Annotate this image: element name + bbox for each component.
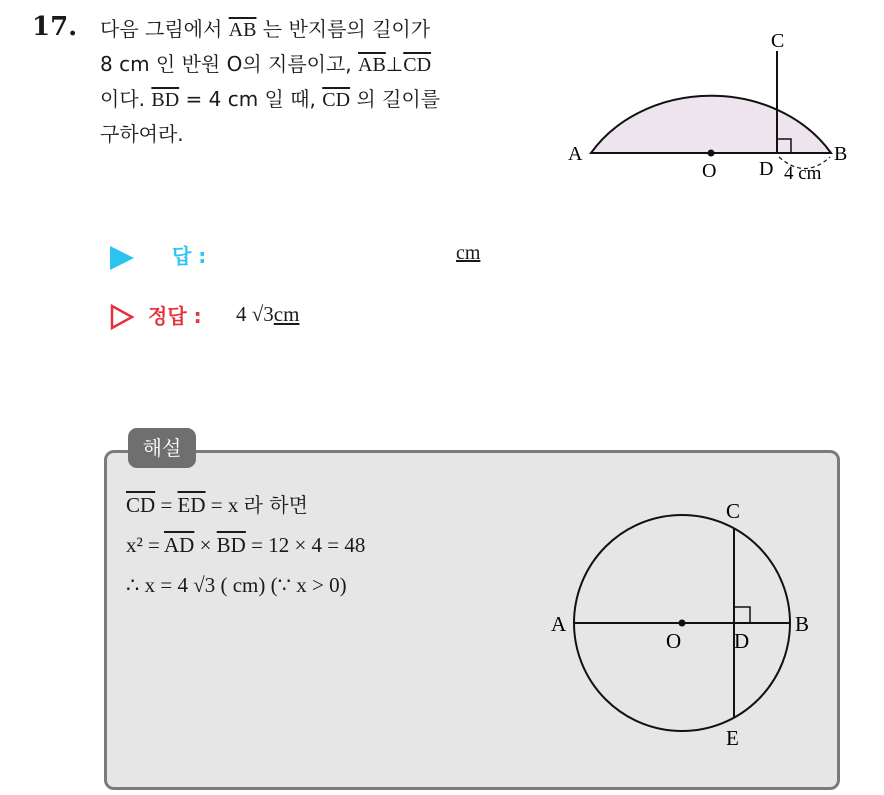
perp-symbol: ⊥ (385, 52, 404, 76)
label-b: B (795, 612, 810, 636)
answer-unit: cm (456, 242, 481, 264)
correct-value-number: 4 √3 (236, 302, 274, 326)
segment-ed: $\overline{ED}$ (177, 493, 206, 517)
q-text-fragment: 다음 그림에서 (100, 17, 229, 41)
sol-fragment: = (155, 493, 178, 517)
segment-cd: $\overline{CD}$ (403, 54, 432, 76)
explanation-text (126, 485, 365, 605)
sol-fragment: x² = (126, 533, 164, 557)
segment-cd: $\overline{CD}$ (126, 493, 156, 517)
play-triangle-icon (110, 246, 134, 270)
label-c: C (726, 499, 741, 523)
segment-ad: $\overline{AD}$ (163, 533, 195, 557)
answer-label: 답 : (172, 244, 207, 268)
label-4cm: 4 cm (784, 163, 822, 184)
semicircle-shape (591, 96, 831, 153)
segment-bd: $\overline{BD}$ (151, 89, 180, 111)
sol-fragment: × (194, 533, 217, 557)
sol-conclusion: ∴ x = 4 √3 ( cm) (∵ x > 0) (126, 573, 347, 597)
label-d: D (734, 629, 750, 653)
q-text-fragment: 8 cm 인 반원 O의 지름이고, (100, 52, 359, 76)
outline-triangle-icon (110, 304, 136, 330)
segment-ab: $\overline{AB}$ (358, 54, 386, 76)
q-text-fragment: 는 반지름의 길이가 (256, 17, 431, 41)
segment-cd: $\overline{CD}$ (322, 89, 351, 111)
sol-fragment: = x (205, 493, 244, 517)
center-point (679, 620, 686, 627)
q-text-fragment: 구하여라. (100, 122, 184, 146)
label-o: O (702, 160, 717, 182)
semicircle-figure (560, 20, 850, 190)
sol-fragment: 라 하면 (243, 493, 308, 517)
question-number: 17. (32, 12, 78, 42)
label-e: E (726, 726, 739, 750)
segment-ab: $\overline{AB}$ (228, 19, 257, 41)
q-text-fragment: = 4 cm 일 때, (179, 87, 323, 111)
circle-figure (545, 495, 835, 755)
explanation-tag: 해설 (128, 428, 196, 468)
question-text (100, 12, 550, 151)
q-text-fragment: 의 길이를 (350, 87, 441, 111)
sol-fragment: = 12 × 4 = 48 (245, 533, 366, 557)
q-text-fragment: 이다. (100, 87, 152, 111)
label-c: C (771, 30, 785, 52)
label-d: D (759, 158, 774, 180)
right-angle-mark (734, 607, 750, 623)
answer-row (110, 240, 510, 274)
correct-label: 정답 : (148, 304, 202, 328)
center-point (708, 150, 715, 157)
correct-value (236, 302, 299, 327)
correct-value-unit: cm (273, 302, 300, 326)
label-a: A (568, 143, 583, 165)
segment-bd: $\overline{BD}$ (216, 533, 246, 557)
label-o: O (666, 629, 682, 653)
correct-answer-row (110, 300, 510, 334)
label-b: B (834, 143, 848, 165)
label-a: A (551, 612, 567, 636)
